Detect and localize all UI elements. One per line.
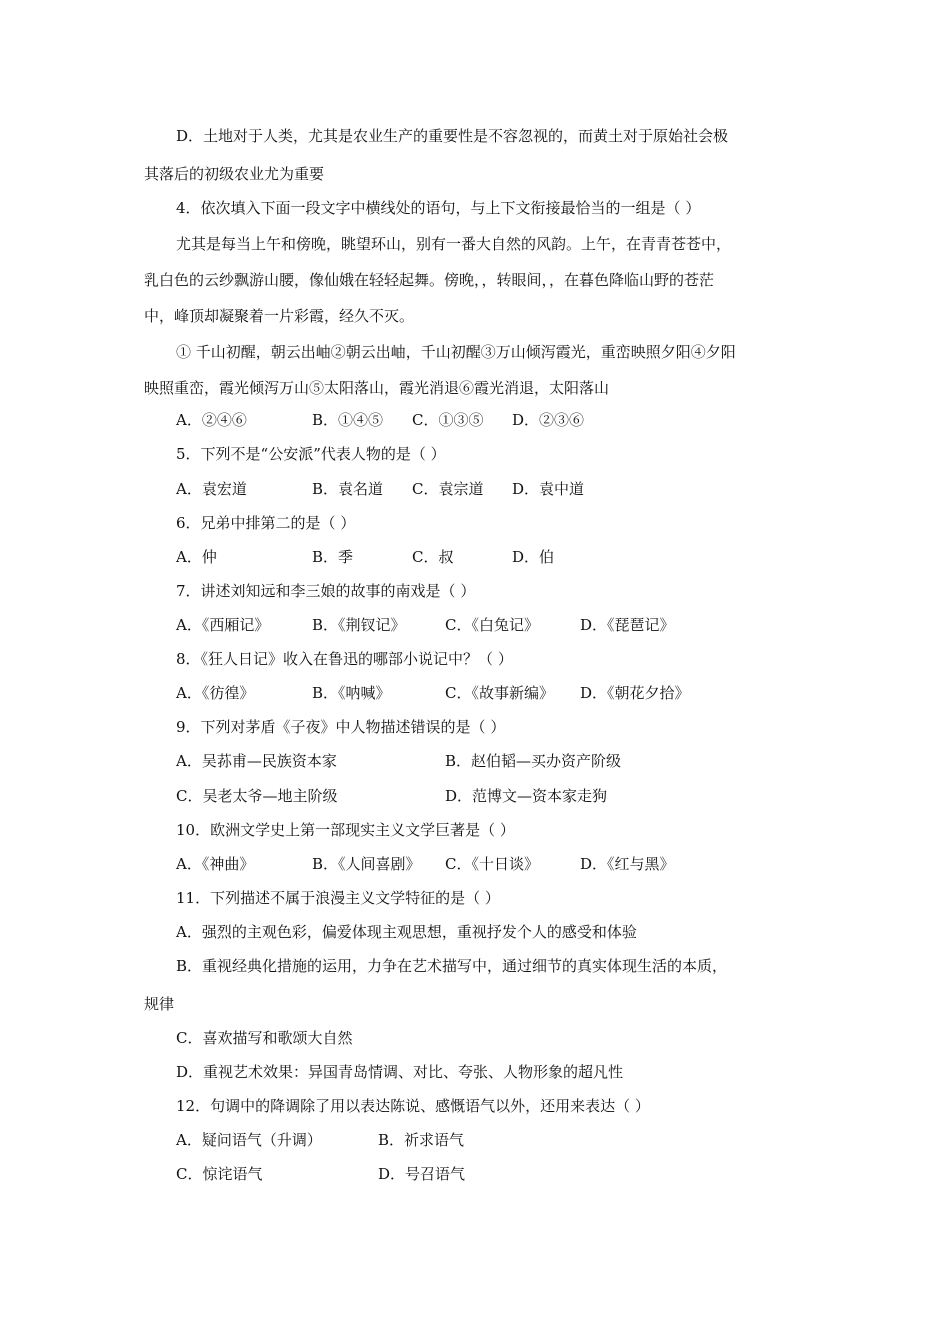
- q6-option-d: D．伯: [512, 548, 555, 566]
- q5-option-d: D．袁中道: [512, 480, 585, 498]
- q4-option-d: D．②③⑥: [512, 411, 585, 429]
- q10-option-d: D．《红与黑》: [580, 855, 675, 873]
- q8-option-c: C．《故事新编》: [445, 684, 554, 702]
- q10-option-c: C．《十日谈》: [445, 855, 539, 873]
- q4-passage-line1: 尤其是每当上午和傍晚，眺望环山，别有一番大自然的风韵。上午，在青青苍苍中，: [176, 235, 732, 253]
- q5-option-b: B．袁名道: [312, 480, 384, 498]
- q11-option-a: A．强烈的主观色彩，偏爱体现主观思想，重视抒发个人的感受和体验: [176, 923, 637, 941]
- q8-stem: 8．《狂人日记》收入在鲁迅的哪部小说记中？（ ）: [176, 650, 513, 668]
- q3-option-d-line2: 其落后的初级农业尤为重要: [144, 165, 325, 183]
- q10-stem: 10．欧洲文学史上第一部现实主义文学巨著是（ ）: [176, 821, 515, 839]
- q4-items-line2: 映照重峦，霞光倾泻万山⑤太阳落山，霞光消退⑥霞光消退，太阳落山: [144, 379, 610, 397]
- q12-option-d: D．号召语气: [378, 1165, 466, 1183]
- q10-option-a: A．《神曲》: [176, 855, 255, 873]
- q5-stem: 5．下列不是“公安派”代表人物的是（ ）: [176, 445, 446, 463]
- q6-option-a: A．仲: [176, 548, 217, 566]
- q8-option-d: D．《朝花夕拾》: [580, 684, 690, 702]
- q4-option-b: B．①④⑤: [312, 411, 384, 429]
- q9-option-d: D．范博文—资本家走狗: [445, 787, 608, 805]
- q11-option-d: D．重视艺术效果：异国青岛情调、对比、夸张、人物形象的超凡性: [176, 1063, 624, 1081]
- q5-option-a: A．袁宏道: [176, 480, 247, 498]
- q3-option-d-line1: D．土地对于人类，尤其是农业生产的重要性是不容忽视的，而黄土对于原始社会极: [176, 127, 729, 145]
- q6-option-c: C．叔: [412, 548, 454, 566]
- q4-passage-line2: 乳白色的云纱飘游山腰，像仙娥在轻轻起舞。傍晚，，转眼间，，在暮色降临山野的苍茫: [144, 271, 715, 289]
- q7-stem: 7．讲述刘知远和李三娘的故事的南戏是（ ）: [176, 582, 476, 600]
- q5-option-c: C．袁宗道: [412, 480, 484, 498]
- q12-stem: 12．句调中的降调除了用以表达陈说、感慨语气以外，还用来表达（ ）: [176, 1097, 650, 1115]
- q7-option-d: D．《琵琶记》: [580, 616, 675, 634]
- q10-option-b: B．《人间喜剧》: [312, 855, 421, 873]
- q8-option-b: B．《呐喊》: [312, 684, 391, 702]
- q9-stem: 9．下列对茅盾《子夜》中人物描述错误的是（ ）: [176, 718, 506, 736]
- q11-stem: 11．下列描述不属于浪漫主义文学特征的是（ ）: [176, 889, 500, 907]
- q11-option-b-line1: B．重视经典化措施的运用，力争在艺术描写中，通过细节的真实体现生活的本质，: [176, 957, 728, 975]
- q4-items-line1: ① 千山初醒，朝云出岫②朝云出岫，千山初醒③万山倾泻霞光，重峦映照夕阳④夕阳: [176, 343, 736, 361]
- q7-option-c: C．《白兔记》: [445, 616, 539, 634]
- q11-option-b-line2: 规律: [144, 995, 175, 1013]
- q7-option-b: B．《荆钗记》: [312, 616, 406, 634]
- q12-option-b: B．祈求语气: [378, 1131, 465, 1149]
- q4-option-c: C．①③⑤: [412, 411, 484, 429]
- q12-option-c: C．惊诧语气: [176, 1165, 263, 1183]
- q9-option-a: A．吴荪甫—民族资本家: [176, 752, 337, 770]
- q9-option-b: B．赵伯韬—买办资产阶级: [445, 752, 622, 770]
- q12-option-a: A．疑问语气（升调）: [176, 1131, 322, 1149]
- q6-option-b: B．季: [312, 548, 354, 566]
- q4-passage-line3: 中，峰顶却凝聚着一片彩霞，经久不灭。: [144, 307, 415, 325]
- q11-option-c: C．喜欢描写和歌颂大自然: [176, 1029, 353, 1047]
- q4-option-a: A．②④⑥: [176, 411, 247, 429]
- q7-option-a: A．《西厢记》: [176, 616, 270, 634]
- q6-stem: 6．兄弟中排第二的是（ ）: [176, 514, 356, 532]
- q8-option-a: A．《彷徨》: [176, 684, 255, 702]
- q9-option-c: C．吴老太爷—地主阶级: [176, 787, 338, 805]
- q4-stem: 4．依次填入下面一段文字中横线处的语句，与上下文衔接最恰当的一组是（ ）: [176, 199, 701, 217]
